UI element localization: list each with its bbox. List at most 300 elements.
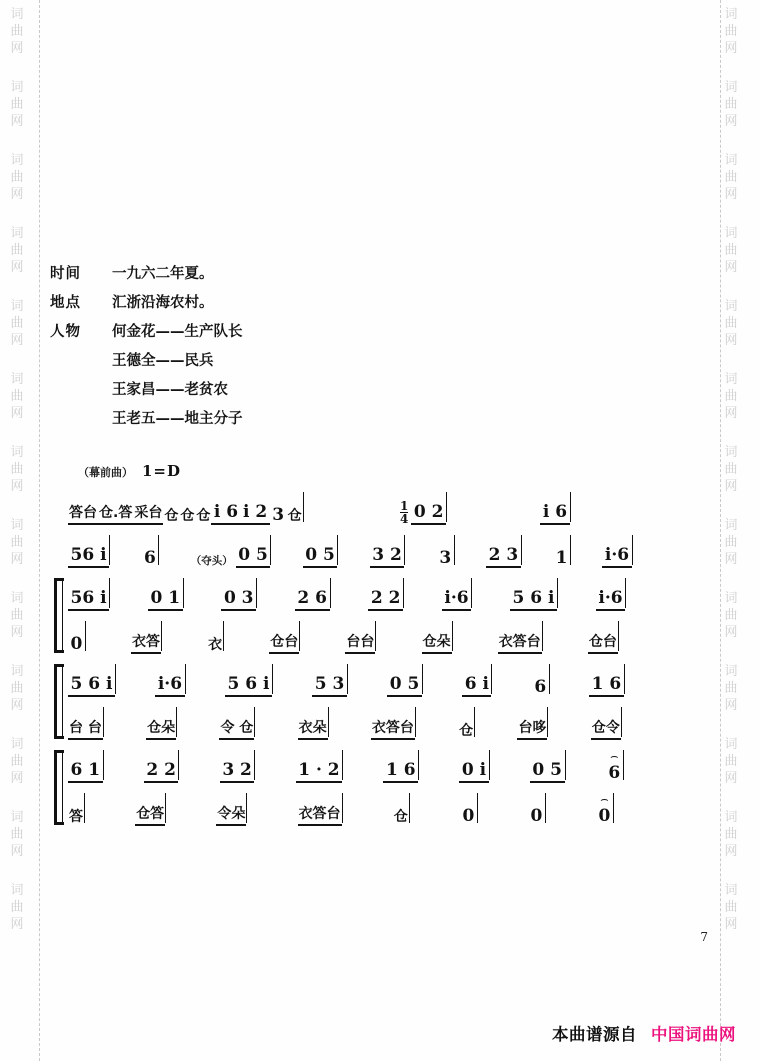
note-group [148,589,183,611]
percussion-syllable [135,805,165,826]
watermark-char: 词 [10,153,24,168]
score-cell [133,504,163,531]
watermark-char: 词 [10,7,24,22]
time-signature [397,501,411,525]
syllable-text: 仓 [393,809,408,825]
score-cell [219,719,254,746]
time-signature-denominator: 4 [400,512,409,526]
watermark-char: 曲 [724,462,738,477]
watermark-char: 曲 [10,316,24,331]
barline [557,578,558,608]
barline [452,621,453,651]
score-cell [437,549,454,574]
page-number: 7 [700,930,708,944]
watermark-char: 网 [10,771,24,786]
watermark-char: 词 [10,664,24,679]
note-text: 0 [70,634,83,654]
watermark-group [724,371,737,422]
syllable-text: 衣答台 [498,634,541,650]
watermark-char: 网 [10,698,24,713]
note-group [437,549,454,568]
syllable-text: 仓令 [591,720,620,736]
score-cell [462,675,491,703]
note-text: 1 6 [591,674,622,694]
watermark-char: 词 [724,7,738,22]
cast-row [50,378,470,407]
note-group [459,761,488,783]
watermark-group [724,809,737,860]
cast-row-value: 王老五——地主分子 [112,411,243,427]
watermark-char: 词 [724,153,738,168]
note-text: 2 2 [370,588,401,608]
score-cell [530,761,565,789]
score-cell [596,792,613,832]
watermark-char: 词 [724,591,738,606]
syllable-text: 台哆 [518,720,547,736]
watermark-char: 网 [10,260,24,275]
note-text: 3 [272,505,285,525]
percussion-syllable [591,719,621,740]
score-cell [368,589,403,617]
watermark-group [724,882,737,933]
watermark-char: 网 [10,114,24,129]
barline [422,664,423,694]
barline [618,621,619,651]
score-cell [98,504,133,531]
score-cell [68,761,103,789]
note-text: 1 · 2 [298,760,340,780]
percussion-syllable [163,507,179,525]
note-group [312,675,347,697]
score-cell [397,501,411,531]
syllable-text: 令朵 [217,806,246,822]
note-group [141,549,158,568]
watermark-char: 词 [10,299,24,314]
margin-dashed-rule-left [39,0,40,1061]
syllable-text: 衣 [208,637,223,653]
score-cell [442,589,471,617]
score-cell [606,749,623,789]
barline [178,750,179,780]
watermark-char: 网 [724,260,738,275]
watermark-char: 词 [724,80,738,95]
score-cell [68,635,85,660]
barline [256,578,257,608]
score-cell [195,507,211,531]
barline [342,750,343,780]
barline [454,535,455,565]
note-group [510,589,557,611]
note-text: 6 1 [70,760,101,780]
watermark-char: 网 [724,552,738,567]
watermark-char: 曲 [724,754,738,769]
watermark-char: 词 [10,737,24,752]
note-group [530,761,565,783]
barline [542,621,543,651]
note-text: i 6 [213,502,239,522]
watermark-char: 词 [10,372,24,387]
note-text: 6 [143,548,156,568]
syllable-text: 仓.答 [99,505,133,521]
score-cell [532,678,549,703]
score-cell [144,761,179,789]
note-text: 2 2 [146,760,176,780]
watermark-char: 网 [10,917,24,932]
percussion-syllable [298,805,342,826]
watermark-char: 词 [10,810,24,825]
barline [446,492,447,522]
watermark-group [10,809,23,860]
note-text: 5 3 [314,674,345,694]
barline [342,793,343,823]
score-cell [589,675,624,703]
note-text: 0 3 [223,588,254,608]
note-group [411,503,446,525]
watermark-char: 网 [724,771,738,786]
percussion-syllable [422,633,452,654]
note-group [270,506,287,525]
watermark-group [10,371,23,422]
score-annotation: （夺头） [190,555,233,567]
watermark-char: 曲 [10,754,24,769]
percussion-syllable [68,719,103,740]
barline [223,621,224,651]
percussion-syllable [517,719,547,740]
syllable-text: 令 仓 [220,720,254,736]
score-row [68,488,664,531]
score-cell [459,761,488,789]
score-cell [68,504,98,531]
score-cell [596,589,625,617]
watermark-char: 网 [724,625,738,640]
percussion-syllable [131,633,161,654]
watermark-char: 曲 [724,316,738,331]
barline [403,578,404,608]
syllable-text: 仓朵 [147,720,176,736]
note-group [486,546,521,568]
score-cell [540,503,569,531]
score-cell [220,761,255,789]
percussion-syllable [133,504,163,525]
cast-row-label: 人物 [50,324,81,340]
note-group [155,675,184,697]
watermark-stack-right [714,6,748,955]
barline [270,535,271,565]
watermark-group [10,444,23,495]
syllable-text: 仓朵 [422,634,451,650]
cast-row-label: 时间 [50,266,81,282]
watermark-char: 网 [10,333,24,348]
watermark-stack-left [0,6,34,955]
barline [375,621,376,651]
score-cell [298,719,328,746]
score-cell [68,546,109,574]
score-cell [211,503,240,531]
watermark-char: 曲 [10,462,24,477]
score-cell [269,633,299,660]
note-group [528,807,545,826]
watermark-char: 曲 [724,389,738,404]
barline [491,664,492,694]
barline [161,621,162,651]
note-group [241,503,270,525]
barline [109,535,110,565]
syllable-text: 仓 [180,508,195,524]
watermark-char: 词 [10,518,24,533]
note-text: 0 [530,806,543,826]
score-row [68,531,664,574]
note-text: i·6 [444,588,469,608]
barline [185,664,186,694]
prelude-label: （幕前曲） [78,466,133,479]
syllable-text: 台台 [346,634,375,650]
note-text: 0 2 [413,502,444,522]
syllable-text: 答台 [69,505,97,521]
syllable-text: 衣朵 [298,720,327,736]
watermark-margin-left [0,0,46,1061]
score-cell [312,675,347,703]
syllable-text: 台 台 [69,720,102,736]
watermark-group [724,225,737,276]
barline [303,492,304,522]
barline [415,707,416,737]
watermark-group [10,517,23,568]
barline [404,535,405,565]
barline [115,664,116,694]
watermark-char: 曲 [10,535,24,550]
score-row [68,617,664,660]
watermark-char: 曲 [10,24,24,39]
score-cell [498,633,542,660]
percussion-syllable [195,507,211,525]
watermark-char: 词 [10,883,24,898]
cast-row [50,407,470,436]
cast-row-value: 汇浙沿海农村。 [112,295,214,311]
score-cell [411,503,446,531]
watermark-char: 词 [10,226,24,241]
note-text: 56 i [70,545,107,565]
fermata-icon: ⌢ [609,749,619,764]
barline [632,535,633,565]
watermark-char: 词 [724,445,738,460]
percussion-syllable [219,719,254,740]
score-cell [179,507,195,531]
note-group [370,546,405,568]
barline [246,793,247,823]
syllable-text: 仓台 [270,634,299,650]
score-cell [225,675,272,703]
watermark-char: 词 [10,80,24,95]
note-text: 0 [462,806,475,826]
score-cell [68,589,109,617]
watermark-group [10,663,23,714]
watermark-char: 网 [724,333,738,348]
barline [409,793,410,823]
percussion-syllable [345,633,375,654]
watermark-group [724,736,737,787]
score-row [68,789,664,832]
score-cell [370,546,405,574]
time-signature-numerator: 1 [400,499,409,513]
watermark-char: 曲 [10,681,24,696]
watermark-group [724,517,737,568]
fermata-icon: ⌢ [600,792,609,807]
cast-and-setting-block [50,262,470,436]
barline [545,793,546,823]
watermark-group [724,79,737,130]
barline [328,707,329,737]
score-cell [148,589,183,617]
percussion-syllable [68,808,84,826]
cast-row [50,291,470,320]
syllable-text: 衣答台 [371,720,414,736]
barline [272,664,273,694]
cast-row-value: 何金花——生产队长 [112,324,243,340]
barline [103,750,104,780]
tune-header [78,462,181,480]
note-group [387,675,422,697]
watermark-char: 网 [10,552,24,567]
watermark-char: 曲 [724,681,738,696]
score-cell [236,546,271,574]
score-cell [191,553,236,574]
score-cell [602,546,631,574]
watermark-char: 网 [724,406,738,421]
barline [547,707,548,737]
syllable-text: 仓 [459,723,474,739]
note-text: 0 5 [238,545,268,565]
syllable-text: 仓 [196,508,211,524]
note-text: 3 2 [372,545,402,565]
barline [158,535,159,565]
note-group [606,749,623,783]
note-text: 1 [555,548,568,568]
watermark-char: 网 [10,41,24,56]
note-text: 6 [534,677,547,697]
watermark-char: 曲 [10,827,24,842]
syllable-text: 仓 [287,508,302,524]
score-cell [591,719,621,746]
percussion-syllable [269,633,299,654]
barline [165,793,166,823]
watermark-char: 曲 [724,608,738,623]
watermark-margin-right [714,0,760,1061]
note-group [589,675,624,697]
score-row [68,703,664,746]
score-cell [270,506,287,531]
percussion-syllable [179,507,195,525]
syllable-text: 仓 [164,508,179,524]
watermark-char: 曲 [724,535,738,550]
score-cell [135,805,165,832]
note-text: 5 6 i [512,588,555,608]
watermark-char: 曲 [10,900,24,915]
barline [254,707,255,737]
watermark-group [10,152,23,203]
score-system [52,488,664,574]
score-cell [155,675,184,703]
note-group [303,546,338,568]
score-cell [216,805,246,832]
score-cell [287,507,303,531]
cast-row-label: 地点 [50,295,81,311]
score-cell [163,507,179,531]
score-cell [296,761,342,789]
watermark-char: 网 [724,41,738,56]
note-group [68,635,85,654]
syllable-text: 仓答 [136,806,165,822]
cast-row [50,349,470,378]
barline [347,664,348,694]
note-group [553,549,570,568]
barline [183,578,184,608]
watermark-char: 曲 [724,24,738,39]
barline [474,707,475,737]
note-group [540,503,569,525]
score-cell [141,549,158,574]
barline [337,535,338,565]
watermark-char: 词 [724,299,738,314]
barline [330,578,331,608]
percussion-syllable [216,805,246,826]
note-text: 3 [439,548,452,568]
percussion-syllable [458,722,474,740]
note-text: 2 3 [488,545,519,565]
percussion-syllable [68,504,98,525]
barline [624,664,625,694]
barline [621,707,622,737]
watermark-char: 曲 [10,243,24,258]
watermark-char: 网 [10,844,24,859]
cast-row-value: 王家昌——老贫农 [112,382,228,398]
note-group [460,807,477,826]
key-signature: 1=D [142,462,182,480]
note-group [225,675,272,697]
note-group [68,675,115,697]
watermark-group [10,6,23,57]
score-cell [68,719,103,746]
barline [84,793,85,823]
watermark-char: 词 [10,591,24,606]
note-text: 3 2 [222,760,252,780]
barline [623,750,624,780]
watermark-char: 网 [10,406,24,421]
watermark-char: 网 [724,917,738,932]
note-group [368,589,403,611]
note-group [596,589,625,611]
note-text: i·6 [157,674,183,694]
note-text: 0 5 [305,545,335,565]
watermark-char: 网 [724,698,738,713]
score-cell [528,807,545,832]
footer-source-site[interactable]: 中国词曲网 [651,1025,736,1044]
note-group [68,546,109,568]
watermark-group [724,6,737,57]
note-group [462,675,491,697]
note-group [296,761,342,783]
percussion-syllable [287,507,303,525]
watermark-group [724,590,737,641]
score-cell [460,807,477,832]
score-cell [371,719,415,746]
percussion-syllable [98,504,133,525]
score-cell [553,549,570,574]
note-group [295,589,330,611]
barline [489,750,490,780]
watermark-char: 网 [724,187,738,202]
watermark-char: 网 [724,114,738,129]
cast-row [50,262,470,291]
